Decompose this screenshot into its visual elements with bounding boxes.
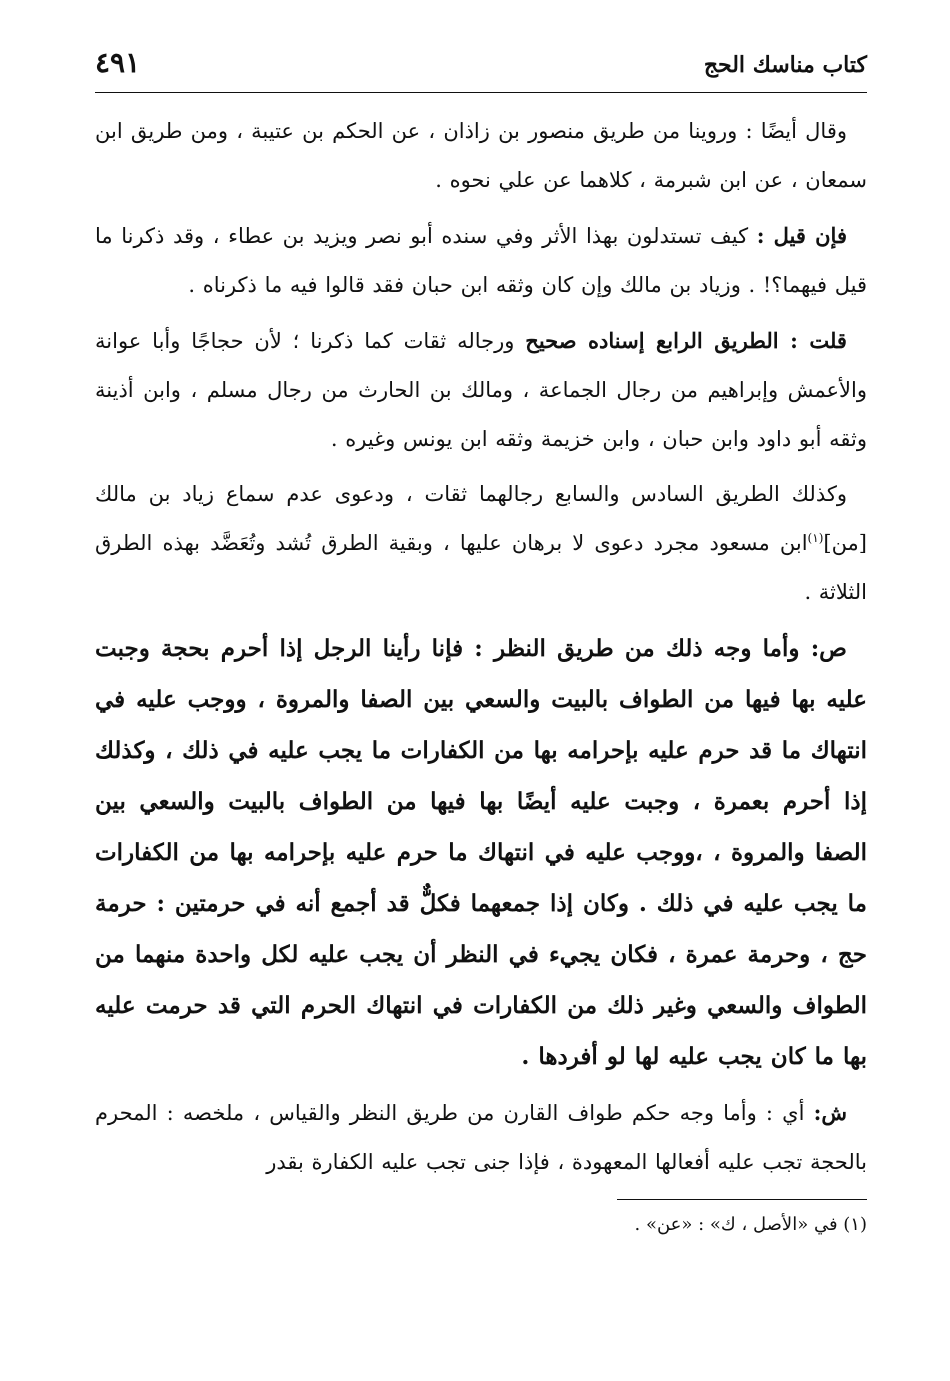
paragraph-text: ص: وأما وجه ذلك من طريق النظر : فإنا رأينا الرجل إذا أحرم بحجة وجبت عليه بها فيها من الطواف بالبيت والسعي بين الصفا والمروة ، ووجب عليه في انتهاك ما قد حرم عليه بإحرامه بها من الكفارات ما يجب عليه في ذلك ، وكذلك إذا أحرم بعمرة ، وجبت عليه أيضًا بها فيها من الطواف بالبيت والسعي بين الصفا والمروة ، ،ووجب عليه في انتهاك ما حرم عليه بإحرامه بها من الكفارات ما يجب عليه في ذلك . وكان إذا جمعهما فكلٌّ قد أجمع أنه في حرمتين : حرمة حج ، وحرمة عمرة ، فكان يجيء في النظر أن يجب عليه لكل واحدة منهما من الطواف والسعي وغير ذلك من الكفارات في انتهاك الحرم التي قد حرمت عليه بها ما كان يجب عليه لها لو أفردها . — [95, 635, 867, 1070]
paragraph-text: أي : وأما وجه حكم طواف القارن من طريق النظر والقياس ، ملخصه : المحرم بالحجة تجب عليه أفعالها المعهودة ، فإذا جنى تجب عليه الكفارة بقدر — [95, 1101, 867, 1174]
footnote-reference[interactable]: (١) — [807, 531, 824, 545]
paragraph-text: كيف تستدلون بهذا الأثر وفي سنده أبو نصر ويزيد بن عطاء ، وقد ذكرنا ما قيل فيهما؟! . وزياد بن مالك وإن كان وثقه ابن حبان فقد قالوا فيه ما ذكرناه . — [95, 224, 867, 297]
paragraph-text: وقال أيضًا : وروينا من طريق منصور بن زاذان ، عن الحكم بن عتيبة ، ومن طريق ابن سمعان ، عن ابن شبرمة ، كلاهما عن علي نحوه . — [95, 119, 867, 192]
paragraph-text: ابن مسعود مجرد دعوى لا برهان عليها ، وبقية الطرق تُشد وتُعَضَّد بهذه الطرق الثلاثة . — [95, 531, 867, 604]
book-title: كتاب مناسك الحج — [703, 52, 867, 78]
paragraph — [95, 470, 867, 617]
paragraph-lead: فإن قيل : — [756, 223, 847, 248]
paragraph — [95, 211, 867, 310]
paragraph — [95, 107, 867, 205]
page-header — [95, 40, 867, 93]
paragraph — [95, 1088, 867, 1187]
paragraph-matn — [95, 623, 867, 1082]
paragraph-text: ورجاله ثقات كما ذكرنا ؛ لأن حجاجًا وأبا عوانة والأعمش وإبراهيم من رجال الجماعة ، ومالك بن الحارث من رجال مسلم ، وابن أذينة وثقه أبو داود وابن حبان ، وابن خزيمة وثقه ابن يونس وغيره . — [95, 329, 867, 451]
footnote: (١) في «الأصل ، ك» : «عن» . — [634, 1214, 867, 1235]
footnote-separator — [617, 1199, 867, 1200]
paragraph — [95, 316, 867, 464]
paragraph-lead: ش: — [813, 1100, 847, 1125]
page-number: ٤٩١ — [95, 46, 141, 79]
paragraph-lead: قلت : الطريق الرابع إسناده صحيح — [525, 328, 847, 353]
document-page — [95, 40, 867, 1240]
paragraph-text: وكذلك الطريق السادس والسابع رجالهما ثقات ، ودعوى عدم سماع زياد بن مالك [من] — [95, 482, 867, 555]
main-text — [95, 107, 867, 1187]
